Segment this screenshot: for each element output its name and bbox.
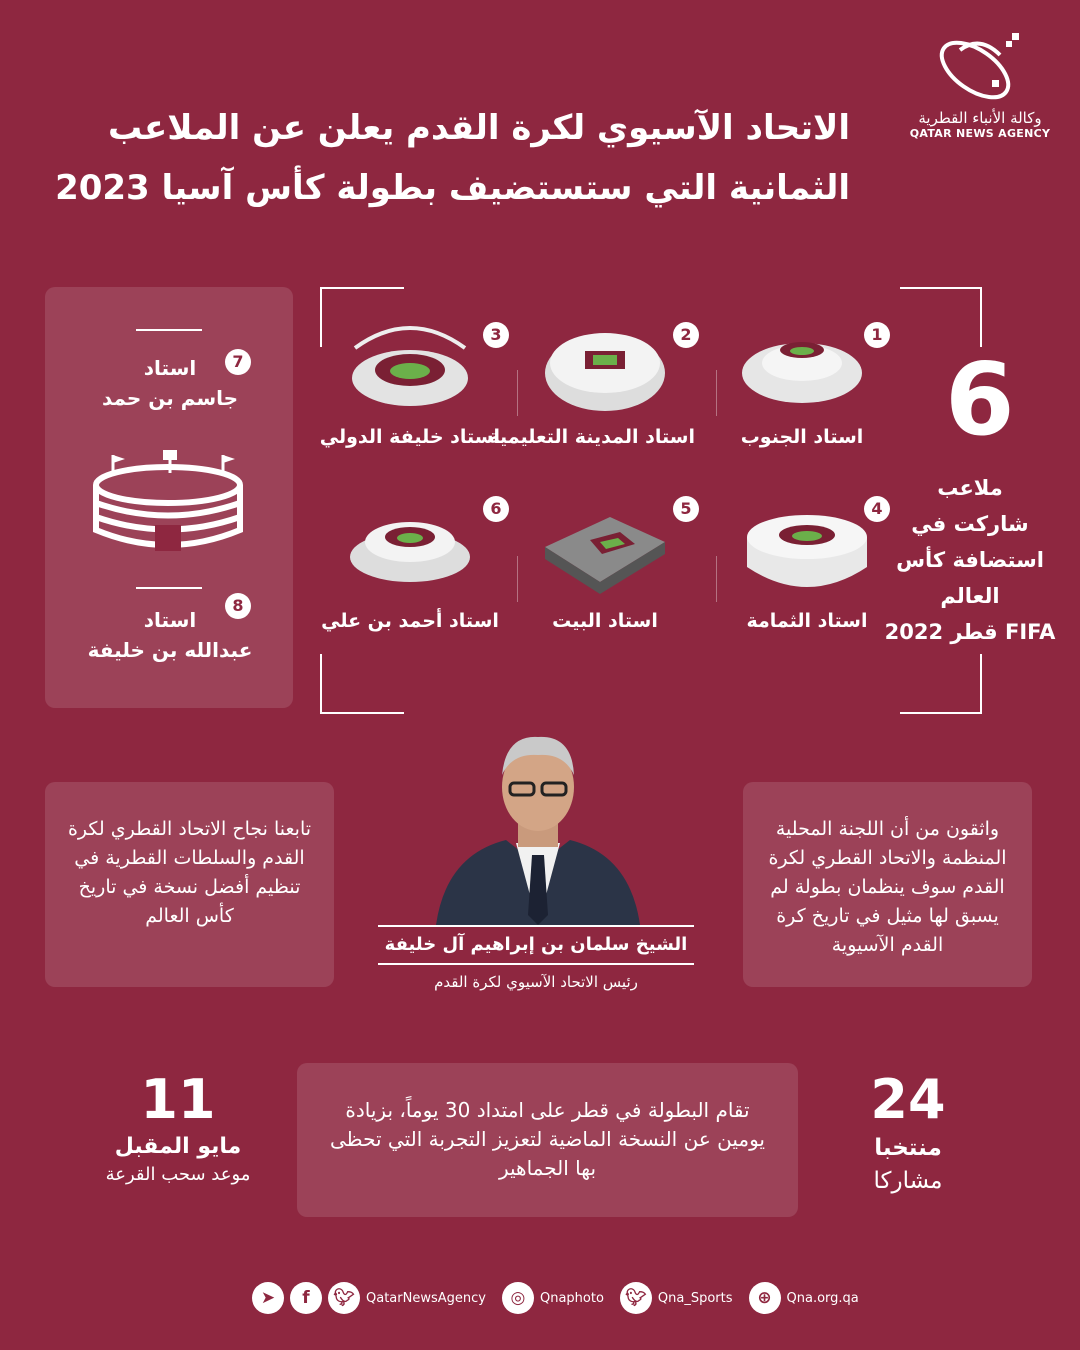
telegram-icon[interactable]: ➤ — [252, 1282, 284, 1314]
footer-social — [252, 1282, 859, 1314]
logo-arabic: وكالة الأنباء القطرية — [918, 109, 1042, 127]
qna-logo — [905, 30, 1055, 140]
stadium-card: استاد البيت — [515, 502, 695, 632]
stadium-image — [540, 502, 670, 602]
twitter-icon[interactable]: 🐦︎ — [620, 1282, 652, 1314]
logo-english: QATAR NEWS AGENCY — [909, 127, 1051, 140]
teams-stat: 24 منتخبا مشاركا — [870, 1068, 946, 1194]
quote-left-text: تابعنا نجاح الاتحاد القطري لكرة القدم والسلطات القطرية في تنظيم أفضل نسخة في تاريخ كأس العالم — [67, 818, 312, 927]
facebook-icon[interactable]: f — [290, 1282, 322, 1314]
website-link[interactable]: Qna.org.qa — [786, 1290, 859, 1306]
twitter-icon[interactable]: 🐦︎ — [328, 1282, 360, 1314]
quote-left-panel — [45, 782, 334, 987]
quote-right-panel — [743, 782, 1032, 987]
other-stadiums-panel — [45, 287, 293, 708]
tournament-info-text: تقام البطولة في قطر على امتداد 30 يوماً، بزيادة يومين عن النسخة الماضية لتعزيز التجربة التي تحظى بها الجماهير — [330, 1098, 765, 1180]
world-cup-caption: ملاعب شاركت في استضافة كأس العالم FIFA قطر 2022 — [884, 476, 1056, 644]
stadium-icon — [93, 445, 243, 555]
title-line-2: الثمانية التي ستستضيف بطولة كأس آسيا 2023 — [55, 168, 850, 208]
globe-icon[interactable]: ⊕ — [749, 1282, 781, 1314]
stadium-image — [737, 318, 867, 418]
person-title: رئيس الاتحاد الآسيوي لكرة القدم — [434, 973, 638, 991]
stadium-number: 2 — [673, 322, 699, 348]
quote-right-text: واثقون من أن اللجنة المحلية المنظمة والاتحاد القطري لكرة القدم سوف ينظمان بطولة لم يسبق لها مثيل في تاريخ كرة القدم الآسيوية — [768, 818, 1007, 956]
stadium-number: 4 — [864, 496, 890, 522]
instagram-icon[interactable]: ◎ — [502, 1282, 534, 1314]
stadium-8-label: استاد عبدالله بن خليفة — [87, 608, 253, 662]
social-handle-qna-sports[interactable]: Qna_Sports — [657, 1290, 733, 1306]
world-cup-stadium-count: 6 — [945, 341, 1015, 458]
draw-stat: 11 مايو المقبل موعد سحب القرعة — [105, 1068, 251, 1185]
stadium-number: 5 — [673, 496, 699, 522]
stadium-card: استاد الجنوب — [712, 318, 892, 448]
stadium-card: استاد المدينة التعليمية — [515, 318, 695, 448]
title-line-1: الاتحاد الآسيوي لكرة القدم يعلن عن الملاعب — [108, 108, 850, 148]
stadium-number: 8 — [225, 593, 251, 619]
stadium-card: استاد أحمد بن علي — [320, 502, 500, 632]
stadium-image — [345, 318, 475, 418]
stadium-7-label: استاد جاسم بن حمد — [101, 356, 239, 410]
stadium-number: 6 — [483, 496, 509, 522]
social-handle-qnaphoto[interactable]: Qnaphoto — [539, 1290, 604, 1306]
person-name: الشيخ سلمان بن إبراهيم آل خليفة — [384, 934, 688, 955]
person-photo — [436, 725, 640, 925]
stadium-number: 3 — [483, 322, 509, 348]
tournament-info-panel — [297, 1063, 798, 1217]
social-handle-qatarnewsagency[interactable]: QatarNewsAgency — [366, 1290, 486, 1306]
stadium-image — [540, 318, 670, 418]
stadium-image — [742, 502, 872, 602]
stadium-image — [345, 502, 475, 602]
stadium-card: استاد خليفة الدولي — [320, 318, 500, 448]
qna-logo-icon — [930, 30, 1030, 105]
stadium-card: استاد الثمامة — [717, 502, 897, 632]
stadium-number: 7 — [225, 349, 251, 375]
stadium-number: 1 — [864, 322, 890, 348]
